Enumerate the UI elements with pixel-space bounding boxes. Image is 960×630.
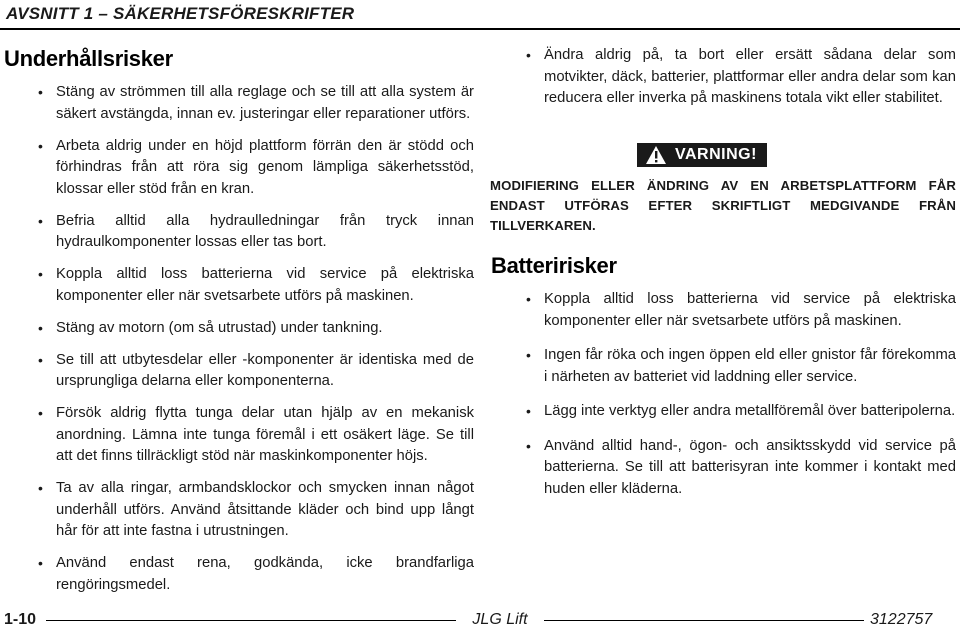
- list-item: • Stäng av strömmen till alla reglage och se till att alla system är säkert avstängda, innan ev. justeringar eller reparationer utförs.: [36, 82, 474, 125]
- maintenance-hazards-list: [36, 82, 474, 607]
- footer-brand: JLG Lift: [472, 611, 528, 628]
- warning-label: VARNING!: [675, 146, 757, 163]
- page-number: 1-10: [4, 611, 37, 628]
- warning-triangle-icon: [645, 145, 667, 165]
- list-item: • Koppla alltid loss batterierna vid service på elektriska komponenter eller när svetsarbete utförs på maskinen.: [524, 289, 956, 332]
- section-header-title: AVSNITT 1 – SÄKERHETSFÖRESKRIFTER: [6, 4, 355, 23]
- list-item: • Befria alltid alla hydraulledningar från tryck innan hydraulkomponenter lossas eller tas bort.: [36, 211, 474, 254]
- list-item: • Ändra aldrig på, ta bort eller ersätt sådana delar som motvikter, däck, batterier, plattformar eller andra delar som kan reducera eller inverka på maskinens totala vikt eller stabilitet.: [524, 45, 956, 110]
- list-item: • Koppla alltid loss batterierna vid service på elektriska komponenter eller när svetsarbete utförs på maskinen.: [36, 264, 474, 307]
- list-item: • Ta av alla ringar, armbandsklockor och smycken innan något underhåll utförs. Använd åtsittande kläder och bind upp långt hår för att inte fastna i utrustningen.: [36, 478, 474, 543]
- list-item: • Ingen får röka och ingen öppen eld eller gnistor får förekomma i närheten av batteriet vid laddning eller service.: [524, 345, 956, 388]
- list-item: • Lägg inte verktyg eller andra metallföremål över batteripolerna.: [524, 401, 956, 423]
- battery-hazards-title: Batteririsker: [491, 253, 617, 278]
- footer-rule-right: [544, 620, 864, 621]
- page-header: [0, 0, 960, 30]
- document-number: 3122757: [870, 611, 933, 628]
- list-item: • Använd endast rena, godkända, icke brandfarliga rengöringsmedel.: [36, 553, 474, 596]
- counterweight-list: [524, 45, 956, 110]
- list-item: • Se till att utbytesdelar eller -komponenter är identiska med de ursprungliga delarna eller komponenterna.: [36, 350, 474, 393]
- list-item: • Arbeta aldrig under en höjd plattform förrän den är stödd och förhindras från att röra sig genom lämpliga säkerhetsstöd, klossar eller stöd från en kran.: [36, 136, 474, 201]
- list-item: • Stäng av motorn (om så utrustad) under tankning.: [36, 318, 474, 340]
- footer-rule-left: [46, 620, 456, 621]
- warning-badge: [637, 143, 767, 167]
- maintenance-hazards-title: Underhållsrisker: [4, 46, 173, 71]
- warning-message: MODIFIERING ELLER ÄNDRING AV EN ARBETSPLATTFORM FÅR ENDAST UTFÖRAS EFTER SKRIFTLIGT MEDGIVANDE FRÅN TILLVERKAREN.: [490, 178, 956, 233]
- list-item: • Försök aldrig flytta tunga delar utan hjälp av en mekanisk anordning. Lämna inte tunga föremål i ett osäkert läge. Se till att det finns tillräckligt stöd när maskinkomponenter höjs.: [36, 403, 474, 468]
- list-item: • Använd alltid hand-, ögon- och ansiktsskydd vid service på batterierna. Se till att batterisyran inte kommer i kontakt med huden eller kläderna.: [524, 436, 956, 501]
- battery-hazards-list: [524, 289, 956, 513]
